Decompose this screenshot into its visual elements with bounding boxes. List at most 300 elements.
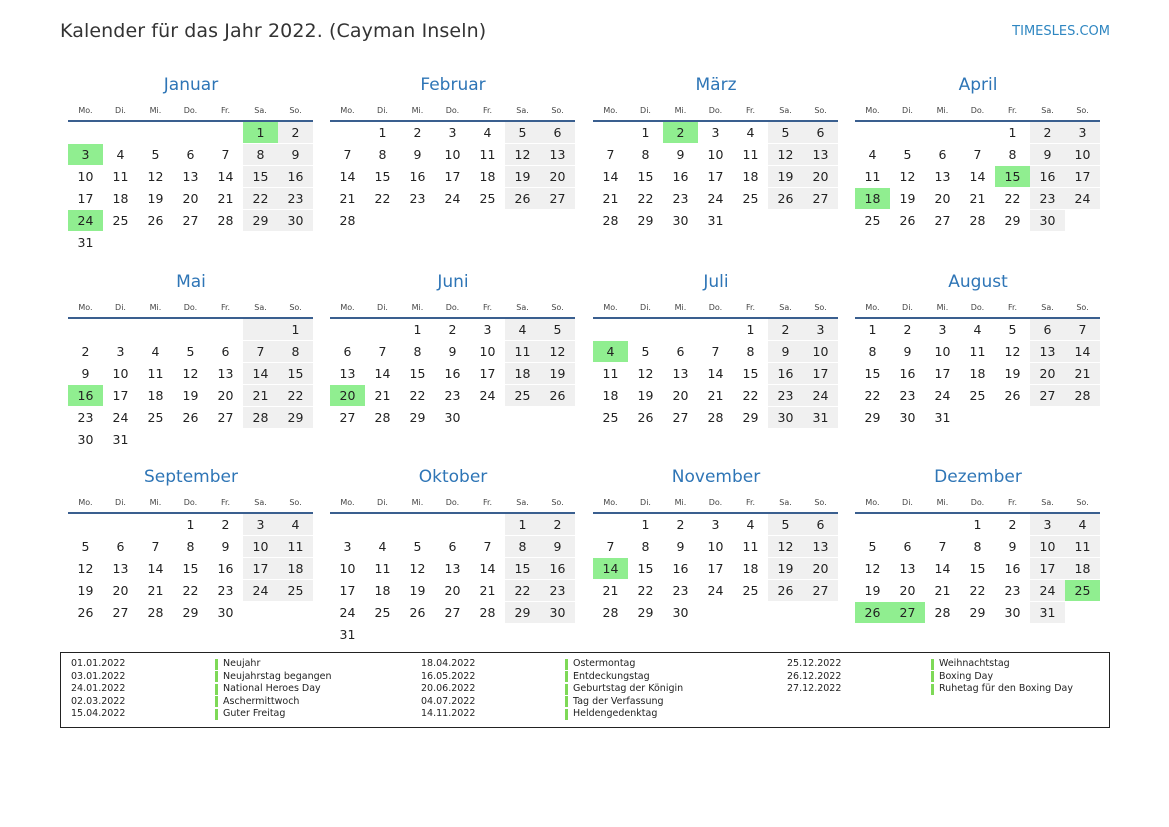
weekday-label: Mi. [149, 497, 162, 507]
month-name: August [948, 272, 1008, 292]
month-name: Juni [437, 272, 469, 292]
day-cell: 14 [147, 561, 164, 576]
holiday-day-cell: 25 [1065, 580, 1100, 601]
week-row [855, 144, 1101, 166]
holiday-name: Weihnachtstag [939, 658, 1010, 669]
day-cell: 31 [1030, 602, 1065, 623]
day-cell: 2 [221, 517, 230, 532]
day-cell: 7 [243, 341, 278, 362]
day-cell: 5 [768, 122, 803, 143]
holiday-marker [565, 684, 568, 695]
day-cell: 29 [637, 213, 654, 228]
day-cell: 28 [479, 605, 496, 620]
empty-day-cell [400, 514, 435, 535]
weekday-label: Mo. [78, 497, 93, 507]
day-cell: 28 [707, 410, 724, 425]
empty-day-cell [890, 514, 925, 535]
day-cell: 12 [864, 561, 881, 576]
day-cell: 18 [147, 388, 164, 403]
day-cell: 20 [803, 558, 838, 579]
weekday-label: Mi. [149, 302, 162, 312]
week-row [330, 144, 576, 166]
empty-day-cell [68, 319, 103, 340]
day-cell: 13 [934, 169, 951, 184]
weekday-label: Mi. [674, 497, 687, 507]
month-8 [855, 270, 1101, 429]
week-row [68, 122, 314, 144]
day-cell: 13 [112, 561, 129, 576]
empty-day-cell [173, 232, 208, 253]
day-cell: 20 [899, 583, 916, 598]
day-cell: 14 [479, 561, 496, 576]
day-cell: 17 [77, 191, 94, 206]
day-cell: 18 [479, 169, 496, 184]
day-cell: 10 [803, 341, 838, 362]
holiday-day-cell: 15 [995, 166, 1030, 187]
empty-day-cell [68, 514, 103, 535]
day-cell: 2 [413, 125, 422, 140]
day-grid [855, 122, 1101, 232]
day-cell: 3 [483, 322, 492, 337]
day-cell: 20 [672, 388, 689, 403]
empty-day-cell [960, 122, 995, 143]
day-cell: 27 [672, 410, 689, 425]
week-row [855, 385, 1101, 407]
weekday-label: Mi. [936, 105, 949, 115]
empty-day-cell [470, 514, 505, 535]
day-cell: 1 [1008, 125, 1017, 140]
week-row [855, 210, 1101, 232]
week-row [68, 210, 314, 232]
weekday-label: Sa. [1041, 497, 1054, 507]
day-cell: 17 [707, 561, 724, 576]
day-cell: 29 [278, 407, 313, 428]
holiday-date: 14.11.2022 [421, 708, 476, 720]
day-cell: 19 [768, 558, 803, 579]
empty-day-cell [435, 210, 470, 231]
week-row [855, 514, 1101, 536]
weekday-label: Di. [377, 497, 388, 507]
day-cell: 1 [413, 322, 422, 337]
weekday-label: Mi. [936, 302, 949, 312]
day-cell: 14 [707, 366, 724, 381]
day-cell: 14 [243, 363, 278, 384]
day-cell: 23 [444, 388, 461, 403]
day-cell: 19 [147, 191, 164, 206]
day-cell: 3 [711, 125, 720, 140]
weekday-label: Di. [640, 497, 651, 507]
weekday-label: Fr. [745, 302, 756, 312]
empty-day-cell [1030, 407, 1065, 428]
day-cell: 12 [768, 536, 803, 557]
weekday-label: Fr. [745, 105, 756, 115]
day-cell: 26 [637, 410, 654, 425]
week-row [855, 341, 1101, 363]
weekday-label: So. [551, 497, 564, 507]
empty-day-cell [173, 429, 208, 450]
empty-day-cell [733, 602, 768, 623]
day-cell: 12 [182, 366, 199, 381]
holiday-marker [215, 659, 218, 670]
empty-day-cell [173, 122, 208, 143]
day-cell: 28 [602, 213, 619, 228]
weekday-label: Sa. [779, 497, 792, 507]
week-row [593, 602, 839, 624]
day-cell: 27 [934, 213, 951, 228]
day-cell: 5 [186, 344, 195, 359]
week-row [68, 341, 314, 363]
day-cell: 17 [479, 366, 496, 381]
day-cell: 3 [116, 344, 125, 359]
day-cell: 22 [374, 191, 391, 206]
day-cell: 11 [602, 366, 619, 381]
day-cell: 3 [1030, 514, 1065, 535]
holiday-marker [565, 696, 568, 707]
day-cell: 23 [409, 191, 426, 206]
month-name: April [958, 75, 998, 95]
week-row [593, 558, 839, 580]
day-cell: 28 [1065, 385, 1100, 406]
day-cell: 25 [479, 191, 496, 206]
holiday-name: Aschermittwoch [223, 695, 300, 707]
day-cell: 14 [374, 366, 391, 381]
day-cell: 23 [540, 580, 575, 601]
weekday-header [330, 297, 576, 317]
day-cell: 25 [602, 410, 619, 425]
day-cell: 22 [969, 583, 986, 598]
holiday-day-cell: 16 [68, 385, 103, 406]
day-cell: 11 [147, 366, 164, 381]
day-cell: 19 [864, 583, 881, 598]
day-cell: 23 [672, 583, 689, 598]
weekday-label: Fr. [482, 105, 493, 115]
day-cell: 22 [243, 188, 278, 209]
day-grid [855, 514, 1101, 624]
empty-day-cell [138, 232, 173, 253]
day-cell: 6 [116, 539, 125, 554]
holiday-date: 15.04.2022 [71, 708, 126, 720]
holiday-marker [565, 659, 568, 670]
day-cell: 5 [151, 147, 160, 162]
day-grid [593, 122, 839, 232]
week-row [68, 536, 314, 558]
week-row [68, 319, 314, 341]
weekday-label: Do. [970, 105, 985, 115]
day-cell: 15 [243, 166, 278, 187]
day-cell: 7 [938, 539, 947, 554]
day-cell: 8 [973, 539, 982, 554]
site-link[interactable]: TIMESLES.COM [1012, 24, 1110, 39]
day-cell: 30 [217, 605, 234, 620]
month-name: Juli [703, 272, 729, 292]
day-cell: 20 [182, 191, 199, 206]
weekday-label: So. [814, 497, 827, 507]
day-cell: 28 [602, 605, 619, 620]
holiday-marker [565, 671, 568, 682]
day-cell: 28 [934, 605, 951, 620]
week-row [330, 122, 576, 144]
empty-day-cell [803, 210, 838, 231]
weekday-label: So. [1076, 105, 1089, 115]
day-cell: 28 [147, 605, 164, 620]
holiday-day-cell: 27 [890, 602, 925, 623]
holiday-name: Tag der Verfassung [573, 695, 664, 707]
weekday-header [68, 297, 314, 317]
day-cell: 3 [448, 125, 457, 140]
week-row [330, 407, 576, 429]
day-cell: 12 [409, 561, 426, 576]
day-cell: 30 [77, 432, 94, 447]
week-row [855, 602, 1101, 624]
day-cell: 3 [243, 514, 278, 535]
day-cell: 21 [374, 388, 391, 403]
day-cell: 5 [641, 344, 650, 359]
day-cell: 3 [711, 517, 720, 532]
day-cell: 6 [540, 122, 575, 143]
holiday-name: Neujahr [223, 658, 261, 669]
day-cell: 10 [243, 536, 278, 557]
day-cell: 3 [343, 539, 352, 554]
day-cell: 4 [278, 514, 313, 535]
week-row [68, 580, 314, 602]
day-cell: 21 [602, 191, 619, 206]
holiday-name: Entdeckungstag [573, 670, 650, 682]
weekday-label: Sa. [516, 497, 529, 507]
day-cell: 27 [182, 213, 199, 228]
month-11 [593, 465, 839, 624]
empty-day-cell [208, 319, 243, 340]
day-cell: 30 [899, 410, 916, 425]
day-cell: 17 [934, 366, 951, 381]
day-cell: 13 [803, 144, 838, 165]
day-grid [330, 514, 576, 646]
holiday-marker [931, 659, 934, 670]
holiday-name: Ruhetag für den Boxing Day [939, 683, 1073, 695]
weekday-label: So. [289, 105, 302, 115]
weekday-label: So. [814, 302, 827, 312]
week-row [330, 363, 576, 385]
day-cell: 9 [676, 539, 685, 554]
day-cell: 10 [1030, 536, 1065, 557]
weekday-header [68, 100, 314, 120]
day-grid [68, 514, 314, 624]
day-cell: 19 [768, 166, 803, 187]
month-12 [855, 465, 1101, 624]
empty-day-cell [103, 514, 138, 535]
day-cell: 31 [934, 410, 951, 425]
day-cell: 24 [1065, 188, 1100, 209]
day-cell: 14 [1065, 341, 1100, 362]
week-row [593, 536, 839, 558]
day-cell: 5 [868, 539, 877, 554]
day-cell: 4 [116, 147, 125, 162]
empty-day-cell [330, 319, 365, 340]
empty-day-cell [68, 122, 103, 143]
weekday-header [855, 100, 1101, 120]
day-cell: 9 [81, 366, 90, 381]
day-cell: 9 [903, 344, 912, 359]
day-cell: 19 [409, 583, 426, 598]
empty-day-cell [400, 624, 435, 645]
empty-day-cell [435, 514, 470, 535]
day-cell: 15 [637, 169, 654, 184]
empty-day-cell [173, 319, 208, 340]
day-cell: 25 [742, 583, 759, 598]
day-cell: 6 [221, 344, 230, 359]
day-cell: 18 [374, 583, 391, 598]
day-cell: 28 [217, 213, 234, 228]
weekday-header [593, 297, 839, 317]
day-cell: 15 [409, 366, 426, 381]
day-cell: 28 [339, 213, 356, 228]
empty-day-cell [103, 122, 138, 143]
day-cell: 24 [1030, 580, 1065, 601]
day-cell: 18 [969, 366, 986, 381]
day-cell: 18 [602, 388, 619, 403]
holiday-date: 04.07.2022 [421, 695, 476, 707]
week-row [855, 536, 1101, 558]
day-cell: 8 [186, 539, 195, 554]
day-cell: 9 [413, 147, 422, 162]
day-cell: 1 [641, 517, 650, 532]
week-row [68, 429, 314, 451]
day-cell: 30 [672, 213, 689, 228]
day-cell: 18 [1065, 558, 1100, 579]
day-cell: 26 [768, 580, 803, 601]
day-cell: 10 [112, 366, 129, 381]
weekday-label: Mi. [674, 302, 687, 312]
day-cell: 28 [243, 407, 278, 428]
day-cell: 27 [540, 188, 575, 209]
weekday-label: Di. [640, 302, 651, 312]
empty-day-cell [733, 210, 768, 231]
day-cell: 30 [768, 407, 803, 428]
day-cell: 12 [77, 561, 94, 576]
day-cell: 5 [505, 122, 540, 143]
empty-day-cell [960, 407, 995, 428]
week-row [68, 514, 314, 536]
holiday-name: Neujahrstag begangen [223, 670, 332, 682]
day-cell: 21 [147, 583, 164, 598]
day-cell: 11 [1065, 536, 1100, 557]
empty-day-cell [593, 122, 628, 143]
week-row [855, 558, 1101, 580]
day-cell: 19 [182, 388, 199, 403]
weekday-label: Do. [445, 497, 460, 507]
day-cell: 30 [1004, 605, 1021, 620]
day-cell: 3 [803, 319, 838, 340]
weekday-label: Di. [115, 105, 126, 115]
day-cell: 9 [221, 539, 230, 554]
weekday-label: Di. [115, 497, 126, 507]
weekday-label: So. [1076, 302, 1089, 312]
day-cell: 9 [768, 341, 803, 362]
day-cell: 17 [803, 363, 838, 384]
day-cell: 17 [1065, 166, 1100, 187]
week-row [593, 514, 839, 536]
day-cell: 27 [339, 410, 356, 425]
day-cell: 11 [479, 147, 496, 162]
holiday-name: Geburtstag der Königin [573, 683, 684, 695]
day-cell: 1 [186, 517, 195, 532]
weekday-header [593, 100, 839, 120]
week-row [68, 188, 314, 210]
day-cell: 8 [1008, 147, 1017, 162]
day-cell: 25 [969, 388, 986, 403]
day-cell: 24 [479, 388, 496, 403]
empty-day-cell [628, 319, 663, 340]
day-cell: 29 [505, 602, 540, 623]
day-cell: 31 [707, 213, 724, 228]
weekday-header [855, 297, 1101, 317]
day-cell: 21 [602, 583, 619, 598]
day-cell: 4 [151, 344, 160, 359]
week-row [330, 602, 576, 624]
day-grid [68, 319, 314, 451]
empty-day-cell [208, 429, 243, 450]
day-cell: 11 [742, 147, 759, 162]
weekday-label: So. [814, 105, 827, 115]
day-cell: 2 [676, 517, 685, 532]
empty-day-cell [243, 232, 278, 253]
empty-day-cell [1065, 602, 1100, 623]
empty-day-cell [138, 122, 173, 143]
day-cell: 6 [803, 122, 838, 143]
day-cell: 13 [182, 169, 199, 184]
day-cell: 25 [112, 213, 129, 228]
day-cell: 6 [676, 344, 685, 359]
week-row [330, 341, 576, 363]
day-cell: 11 [742, 539, 759, 554]
weekday-label: Di. [902, 105, 913, 115]
day-cell: 5 [413, 539, 422, 554]
day-cell: 29 [864, 410, 881, 425]
day-cell: 22 [278, 385, 313, 406]
day-cell: 19 [1004, 366, 1021, 381]
weekday-label: Do. [445, 105, 460, 115]
day-cell: 22 [637, 191, 654, 206]
day-cell: 26 [77, 605, 94, 620]
day-cell: 25 [147, 410, 164, 425]
day-cell: 2 [278, 122, 313, 143]
week-row [593, 144, 839, 166]
day-cell: 18 [505, 363, 540, 384]
weekday-label: Mo. [865, 302, 880, 312]
day-cell: 16 [672, 169, 689, 184]
week-row [330, 624, 576, 646]
weekday-label: So. [289, 302, 302, 312]
holiday-marker [931, 671, 934, 682]
week-row [68, 407, 314, 429]
day-cell: 13 [672, 366, 689, 381]
weekday-label: Fr. [482, 497, 493, 507]
day-cell: 19 [899, 191, 916, 206]
weekday-label: Sa. [254, 497, 267, 507]
day-cell: 24 [707, 191, 724, 206]
empty-day-cell [470, 624, 505, 645]
day-grid [330, 122, 576, 232]
empty-day-cell [925, 514, 960, 535]
day-cell: 27 [803, 580, 838, 601]
weekday-label: Fr. [482, 302, 493, 312]
day-cell: 5 [1008, 322, 1017, 337]
week-row [855, 188, 1101, 210]
day-cell: 17 [243, 558, 278, 579]
day-cell: 10 [934, 344, 951, 359]
day-cell: 21 [339, 191, 356, 206]
weekday-label: Fr. [220, 497, 231, 507]
holiday-date: 01.01.2022 [71, 658, 126, 669]
